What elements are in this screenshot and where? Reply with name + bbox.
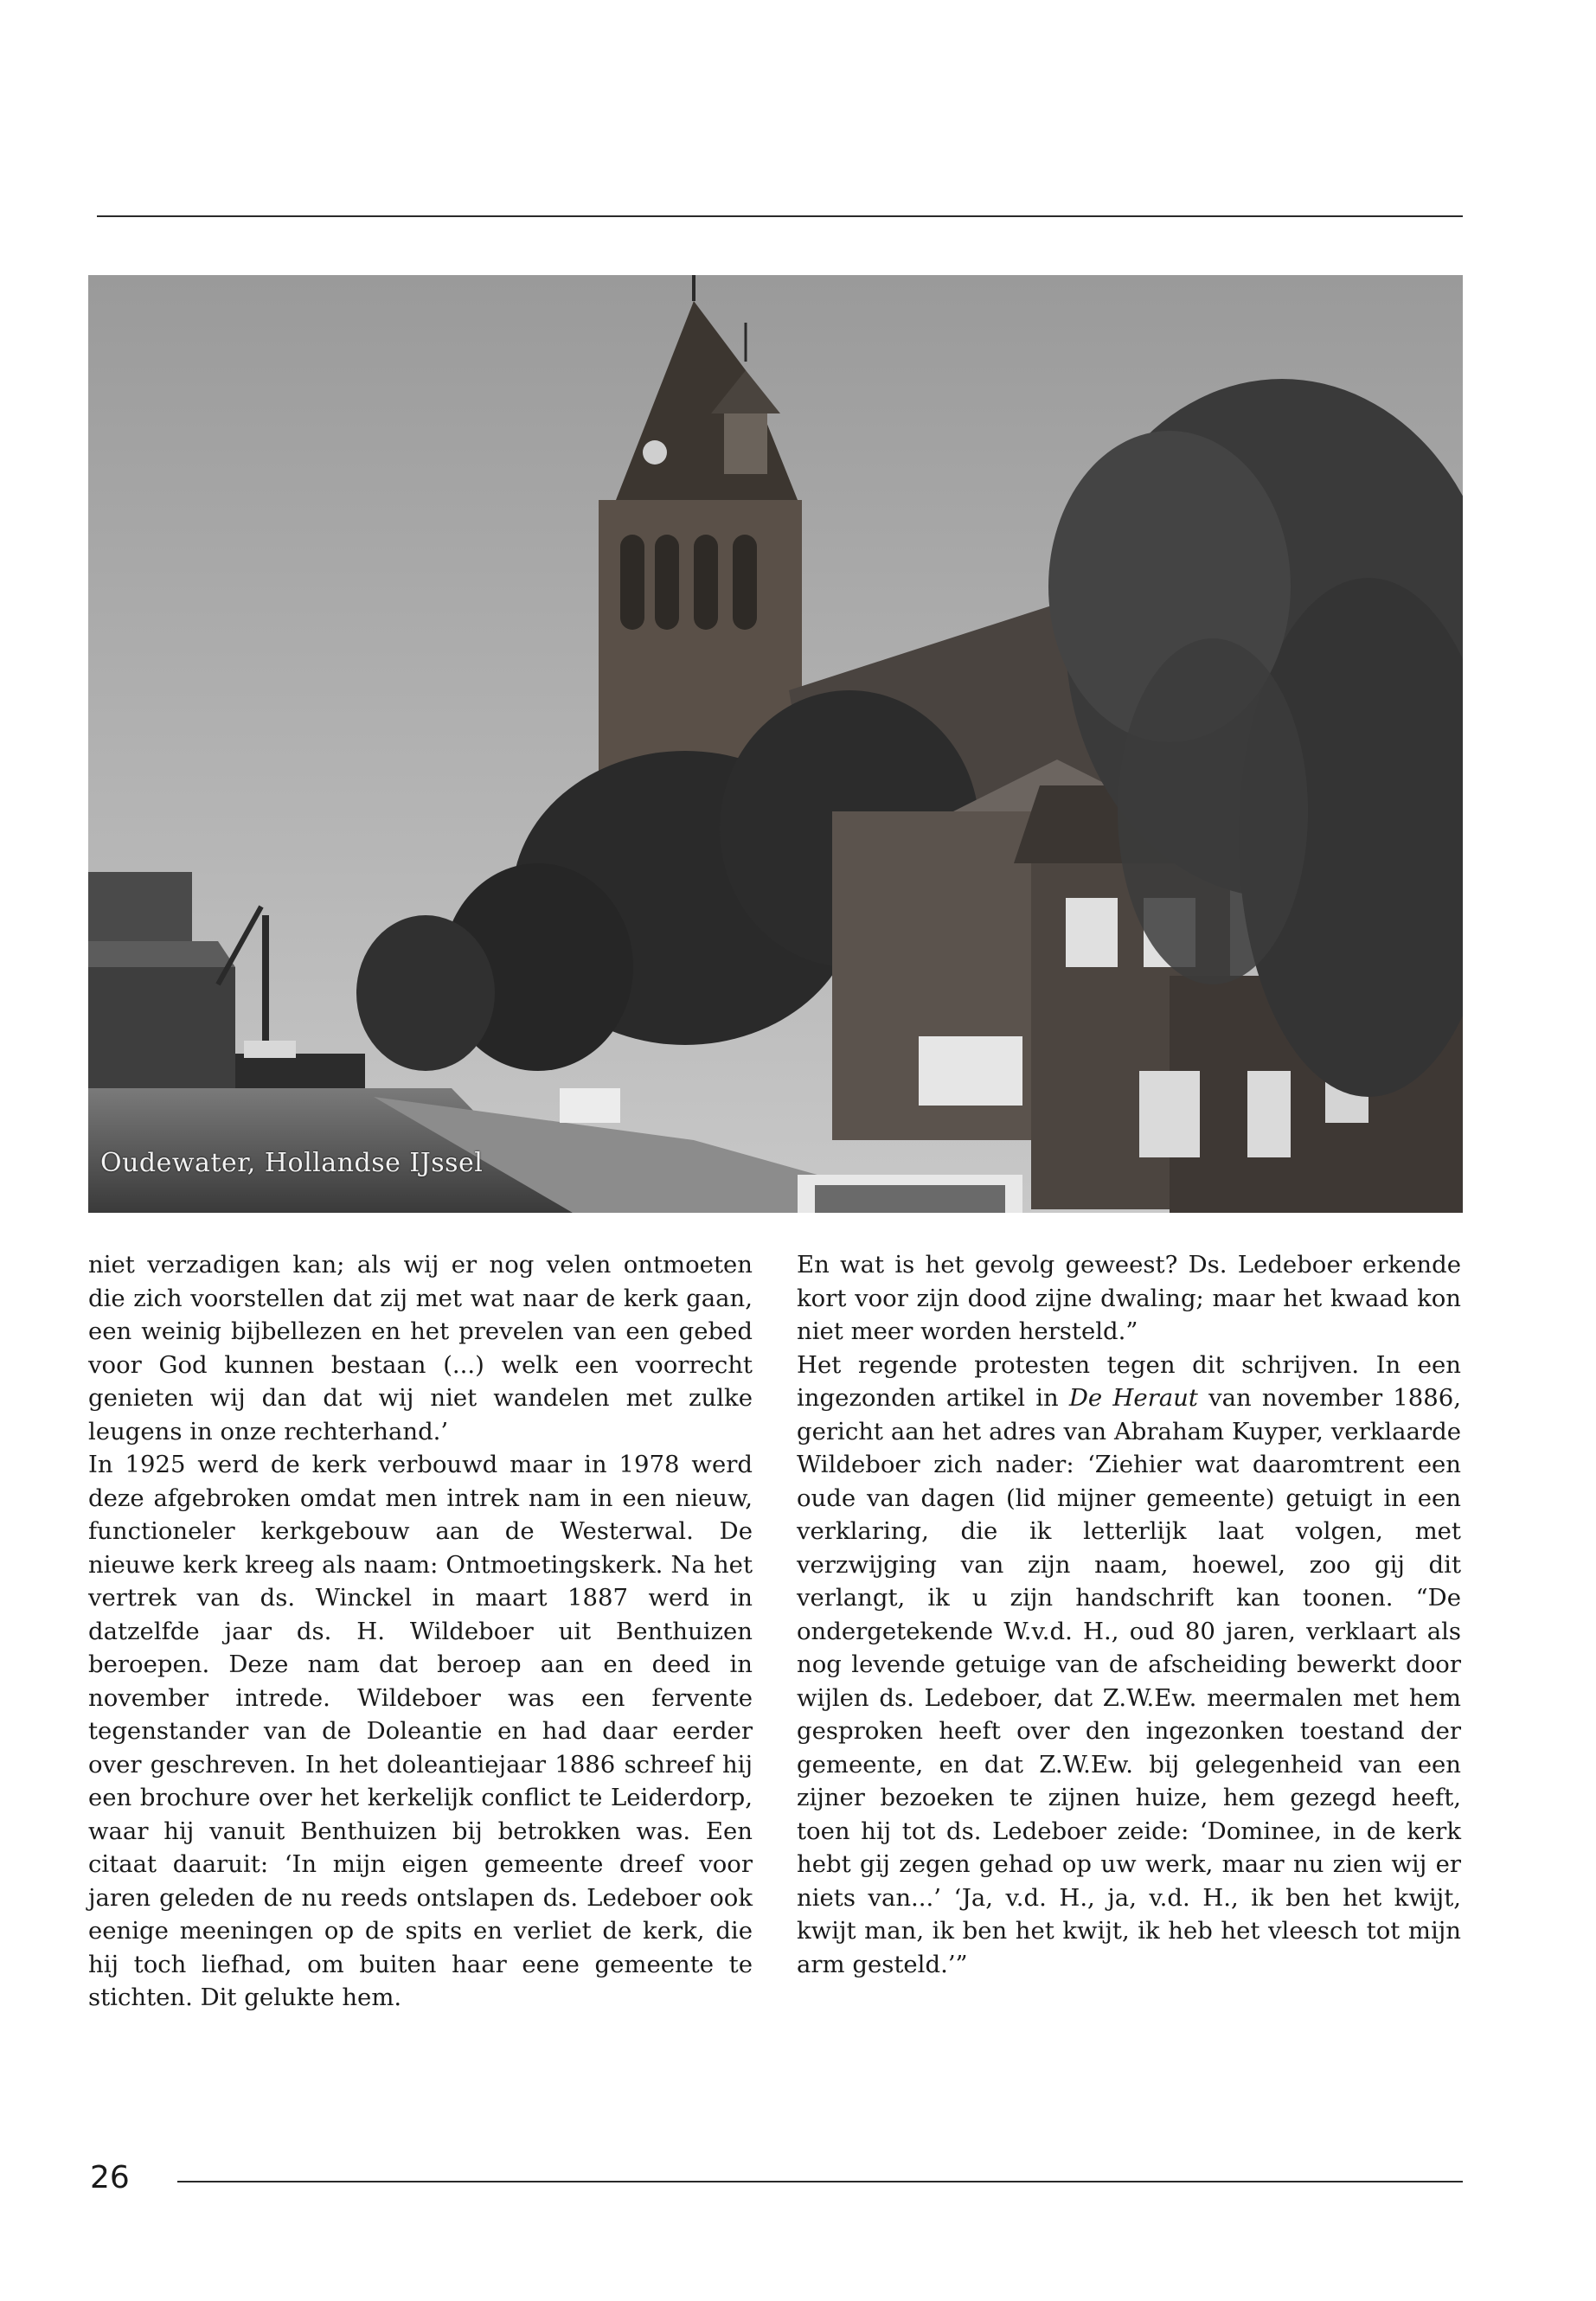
left-paragraph-1: niet verzadigen kan; als wij er nog velen ontmoeten die zich voorstellen dat zij met wat naar de kerk gaan, een weinig bijbellezen en het prevelen van een gebed voor God kunnen bestaan (...) welk een voorrecht genieten wij dan dat wij niet wandelen met zulke leugens in onze rechterhand.’ xyxy=(88,1251,753,1445)
right-paragraph-1: En wat is het gevolg geweest? Ds. Ledeboer erkende kort voor zijn dood zijne dwaling; maar het kwaad kon niet meer worden hersteld.” xyxy=(797,1251,1461,1345)
page-number: 26 xyxy=(90,2160,130,2195)
right-paragraph-2 xyxy=(797,1349,1461,1982)
right-text-column xyxy=(797,1248,1461,1981)
church-photo xyxy=(88,275,1463,1213)
right-paragraph-2-rest: van november 1886, gericht aan het adres van Abraham Kuyper, verklaarde Wildeboer zich nader: ‘Ziehier wat daaromtrent een oude van dagen (lid mijner gemeente) getuigt in een verklaring, die ik letterlijk laat volgen, met verzwijging van zijn naam, hoewel, zoo gij dit verlangt, ik u zijn handschrift kan toonen. “De ondergetekende W.v.d. H., oud 80 jaren, verklaart als nog levende getuige van de afscheiding bewerkt door wijlen ds. Ledeboer, dat Z.W.Ew. meermalen met hem gesproken heeft over den ingezonken toestand der gemeente, en dat Z.W.Ew. bij gelegenheid van een zijner bezoeken te zijnen huize, hem gezegd heeft, toen hij tot ds. Ledeboer zeide: ‘Dominee, in de kerk hebt gij zegen gehad op uw werk, maar nu zien wij er niets van...’ ‘Ja, v.d. H., ja, v.d. H., ik ben het kwijt, kwijt man, ik ben het kwijt, ik heb het vleesch tot mijn arm gesteld.’” xyxy=(797,1384,1461,1978)
left-text-column xyxy=(88,1248,753,2015)
footer-rule xyxy=(177,2181,1463,2182)
left-paragraph-2: In 1925 werd de kerk verbouwd maar in 1978 werd deze afgebroken omdat men intrek nam in een nieuw, functioneler kerkgebouw aan de Westerwal. De nieuwe kerk kreeg als naam: Ontmoetingskerk. Na het vertrek van ds. Winckel in maart 1887 werd in datzelfde jaar ds. H. Wildeboer uit Benthuizen beroepen. Deze nam dat beroep aan en deed in november intrede. Wildeboer was een fervente tegenstander van de Doleantie en had daar eerder over geschreven. In het doleantiejaar 1886 schreef hij een brochure over het kerkelijk conflict te Leiderdorp, waar hij vanuit Benthuizen bij betrokken was. Een citaat daaruit: ‘In mijn eigen gemeente dreef voor jaren geleden de nu reeds ontslapen ds. Ledeboer ook eenige meeningen op de spits en verliet de kerk, die hij toch liefhad, om buiten haar eene gemeente te stichten. Dit gelukte hem. xyxy=(88,1451,753,2011)
photo-caption: Oudewater, Hollandse IJssel xyxy=(100,1148,484,1178)
right-paragraph-2-start: Het regende protesten tegen dit schrijven. In een ingezonden artikel in xyxy=(797,1350,1461,1412)
header-rule xyxy=(97,215,1463,217)
publication-title: De Heraut xyxy=(1068,1384,1198,1412)
